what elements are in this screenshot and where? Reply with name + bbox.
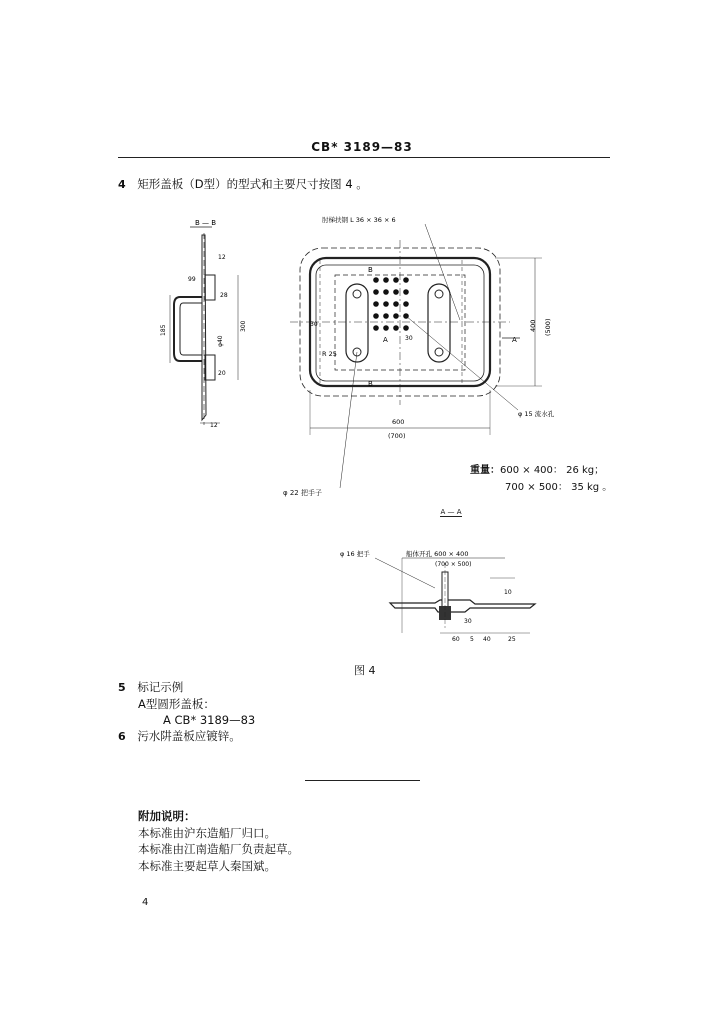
item-4-text: 矩形盖板（D型）的型式和主要尺寸按图 4 。 [137, 177, 368, 191]
weight-line-1 [470, 463, 604, 479]
svg-text:28: 28 [220, 292, 228, 299]
label-a-left: A [383, 336, 388, 344]
dim-width: 600 [392, 418, 405, 426]
dim-height-alt: (500) [544, 318, 552, 336]
item-5-number: 5 [118, 681, 126, 694]
radius-label: R 25 [322, 350, 337, 358]
weight-600: 600 × 400： 26 kg； [500, 465, 605, 476]
section-aa-title: A — A [440, 508, 462, 516]
aa-opening-alt: (700 × 500) [435, 561, 472, 568]
notes-line-1: 本标准由沪东造船厂归口。 [138, 826, 276, 840]
section-aa-drawing [340, 548, 540, 648]
notes-title: 附加说明： [138, 809, 196, 823]
item-5-text: 标记示例 [137, 680, 184, 694]
notes-line-2: 本标准由江南造船厂负责起草。 [138, 842, 299, 856]
svg-text:300: 300 [240, 320, 247, 332]
item-4 [118, 176, 368, 193]
callout-top: 肘梯扶钢 L 36 × 36 × 6 [322, 216, 396, 224]
label-a-right: A [512, 336, 517, 344]
standard-header: CB* 3189—83 [311, 140, 413, 154]
item-5-line-1: A型圆形盖板： [138, 697, 215, 711]
svg-text:20: 20 [218, 370, 226, 377]
item-4-number: 4 [118, 178, 126, 191]
label-b-top: B [368, 266, 373, 274]
handle-callout: φ 22 把手子 [283, 489, 322, 497]
svg-text:25: 25 [508, 636, 516, 643]
svg-text:12: 12 [218, 254, 226, 261]
dim-width-alt: (700) [388, 432, 406, 440]
dim-30-left: 30 [310, 321, 318, 328]
aa-handle-label: φ 16 把手 [340, 550, 370, 558]
notes-line-3: 本标准主要起草人秦国斌。 [138, 859, 276, 873]
plan-view-drawing [280, 210, 590, 500]
section-bb-title: B — B [195, 219, 217, 227]
dim-30-center: 30 [405, 335, 413, 342]
item-6-number: 6 [118, 730, 126, 743]
svg-text:60: 60 [452, 636, 460, 643]
svg-text:40: 40 [483, 636, 491, 643]
svg-text:30: 30 [464, 618, 472, 625]
svg-text:10: 10 [504, 589, 512, 596]
header-rule [118, 157, 610, 158]
drain-hole-label: φ 15 流水孔 [518, 410, 555, 418]
dim-height: 400 [529, 319, 537, 332]
item-5-line-2: A CB* 3189—83 [163, 713, 256, 727]
separator-rule [305, 780, 420, 781]
aa-opening-label: 船体开孔 600 × 400 [406, 550, 469, 558]
item-6-text: 污水阱盖板应镀锌。 [137, 729, 241, 743]
weight-label: 重量： [470, 465, 500, 476]
svg-text:185: 185 [160, 324, 167, 336]
svg-text:5: 5 [470, 636, 474, 643]
label-b-bottom: B [368, 380, 373, 388]
section-bb-drawing [150, 215, 260, 440]
page-number: 4 [142, 897, 149, 908]
weight-700: 700 × 500： 35 kg 。 [505, 482, 613, 493]
svg-text:99: 99 [188, 276, 196, 283]
svg-text:φ40: φ40 [217, 335, 224, 347]
item-6 [118, 728, 241, 745]
figure-caption: 图 4 [354, 664, 376, 677]
item-5 [118, 679, 183, 696]
svg-text:12: 12 [210, 422, 218, 429]
